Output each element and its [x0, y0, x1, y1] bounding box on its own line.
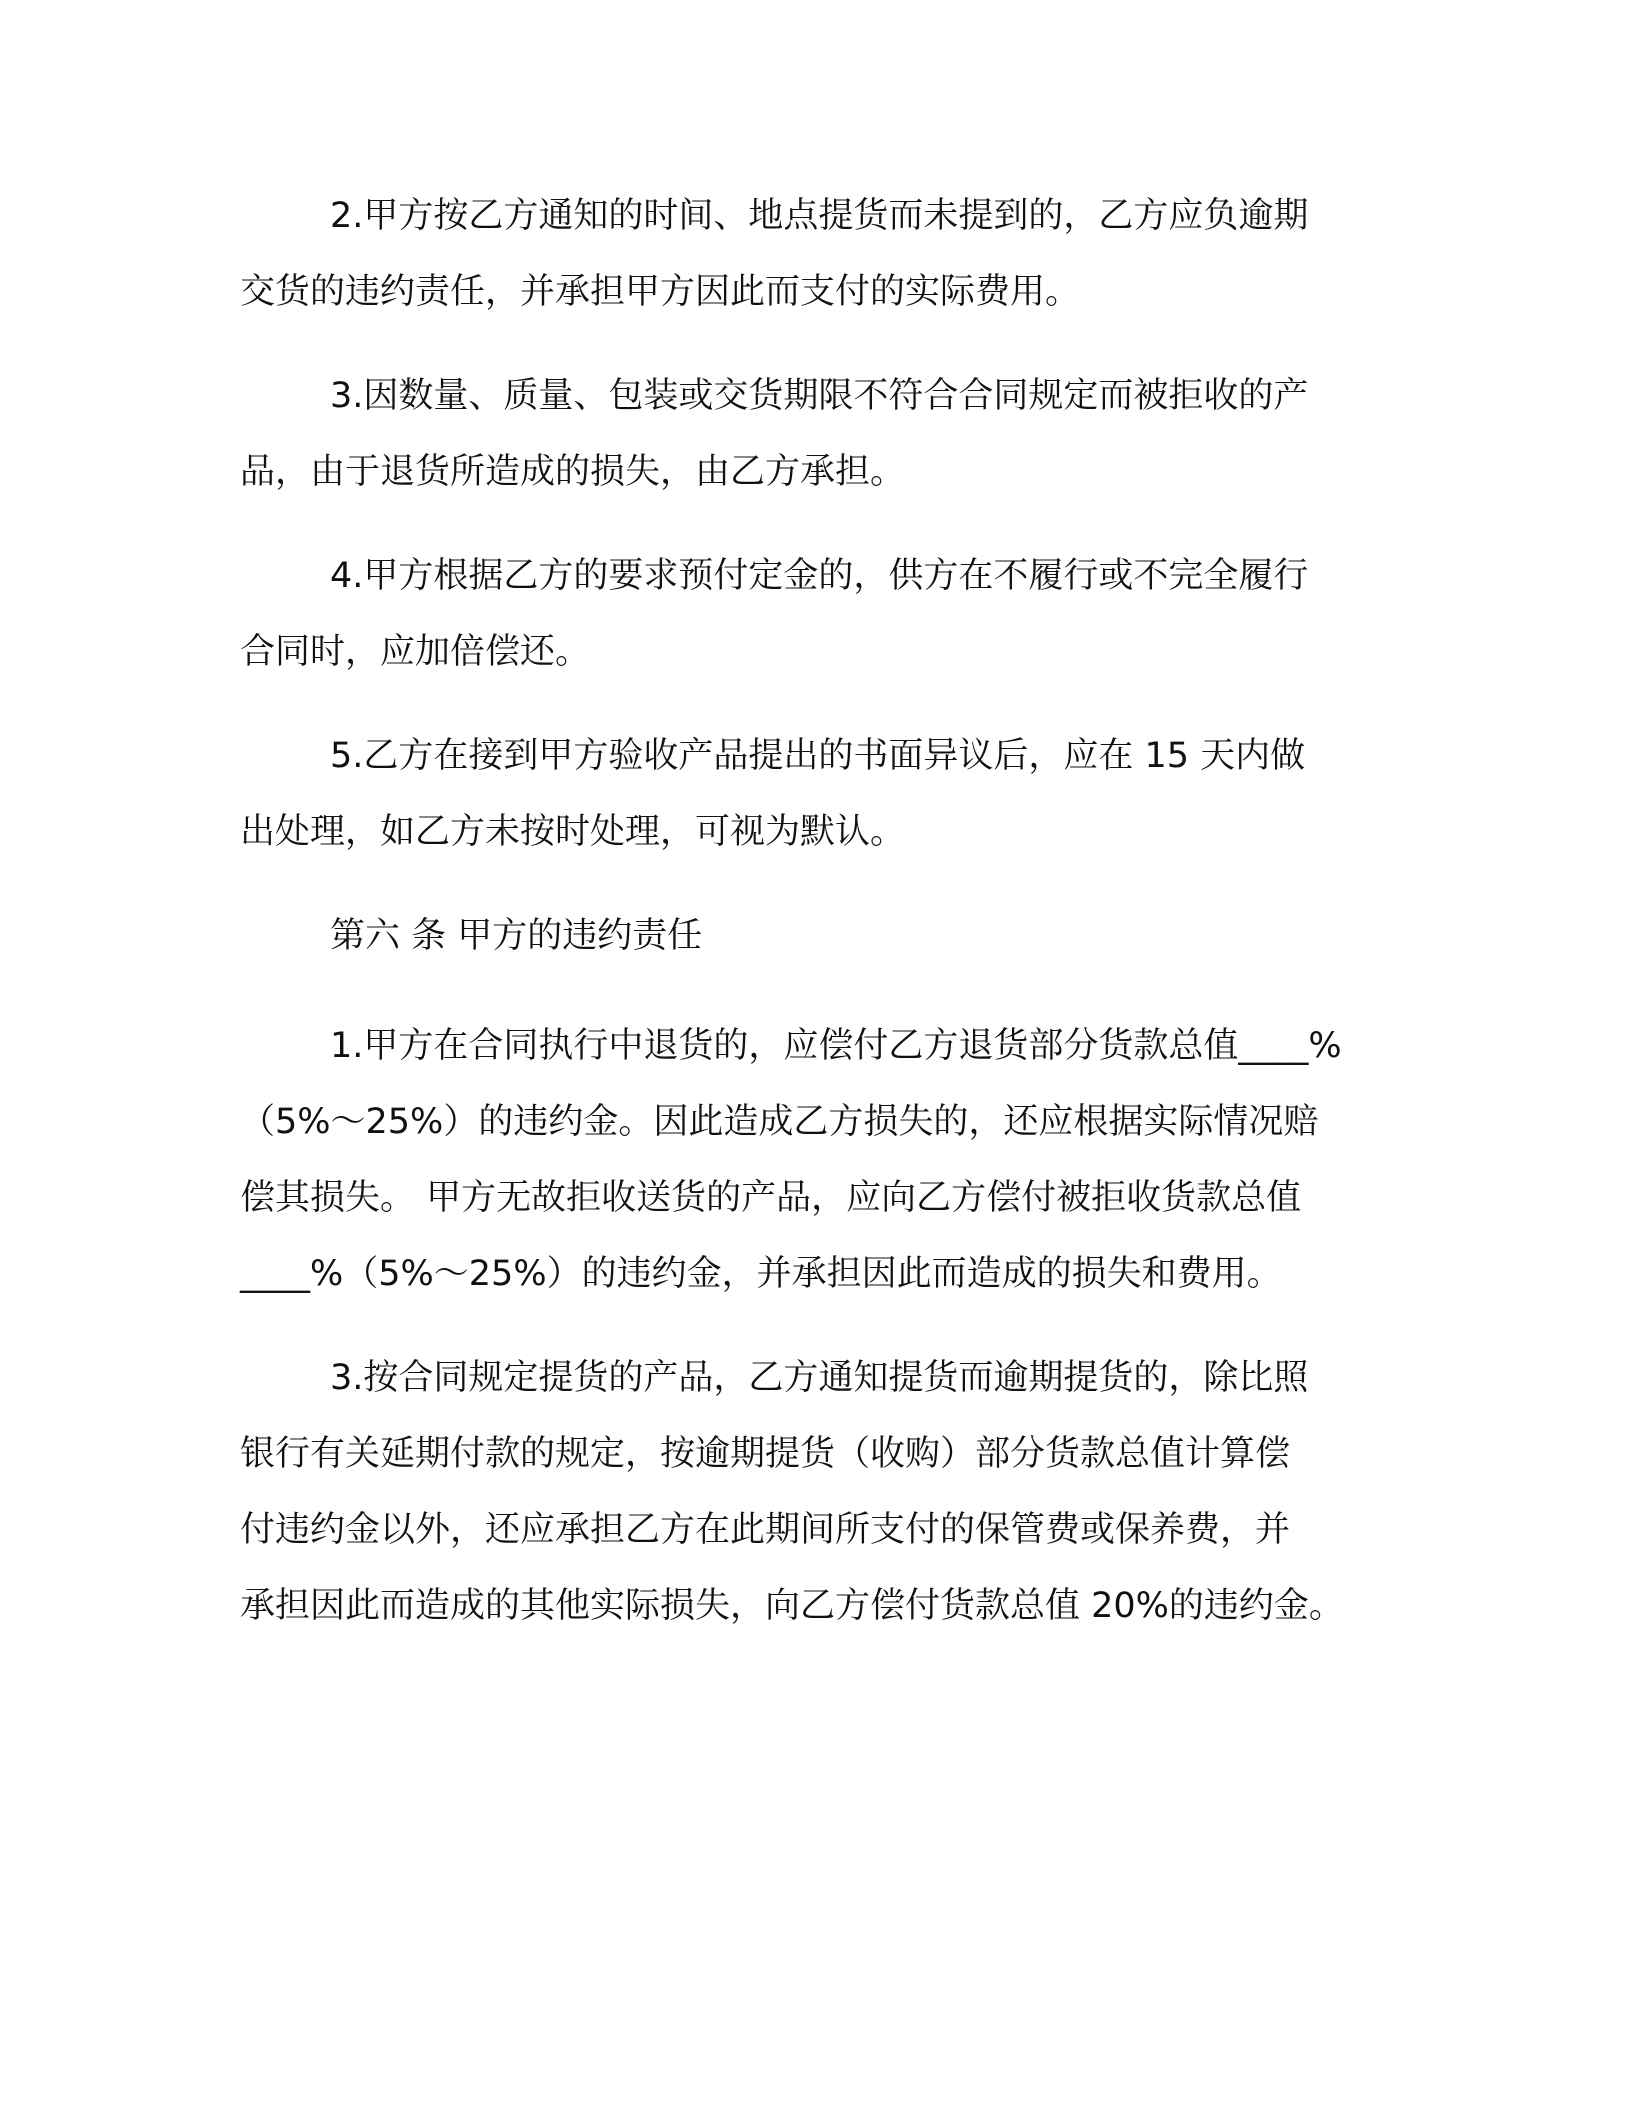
text-line: 3.按合同规定提货的产品，乙方通知提货而逾期提货的，除比照 [330, 1358, 1309, 1398]
text-line: 交货的违约责任，并承担甲方因此而支付的实际费用。 [240, 272, 1081, 312]
clause-paragraph-5 [240, 718, 1420, 870]
text-line: 1.甲方在合同执行中退货的，应偿付乙方退货部分货款总值____% [330, 1026, 1342, 1066]
text-line: 银行有关延期付款的规定，按逾期提货（收购）部分货款总值计算偿 [240, 1434, 1291, 1474]
text-line: 出处理，如乙方未按时处理，可视为默认。 [240, 812, 906, 852]
clause-paragraph-2 [240, 178, 1420, 330]
text-line: 合同时，应加倍偿还。 [240, 632, 591, 672]
article-heading: 第六 条 甲方的违约责任 [330, 916, 703, 956]
text-line: 2.甲方按乙方通知的时间、地点提货而未提到的，乙方应负逾期 [330, 196, 1309, 236]
clause-paragraph-4 [240, 538, 1420, 690]
text-line: 付违约金以外，还应承担乙方在此期间所支付的保管费或保养费，并 [240, 1510, 1291, 1550]
text-line: 品，由于退货所造成的损失，由乙方承担。 [240, 452, 906, 492]
article-paragraph-3 [240, 1340, 1420, 1644]
text-line: 3.因数量、质量、包装或交货期限不符合合同规定而被拒收的产 [330, 376, 1309, 416]
text-line: ____%（5%～25%）的违约金，并承担因此而造成的损失和费用。 [240, 1254, 1282, 1294]
clause-paragraph-3 [240, 358, 1420, 510]
text-line: 偿其损失。 甲方无故拒收送货的产品，应向乙方偿付被拒收货款总值 [240, 1178, 1302, 1218]
text-line: 4.甲方根据乙方的要求预付定金的，供方在不履行或不完全履行 [330, 556, 1309, 596]
text-line: 承担因此而造成的其他实际损失，向乙方偿付货款总值 20%的违约金。 [240, 1586, 1344, 1626]
article-paragraph-1 [240, 1008, 1420, 1312]
text-line: （5%～25%）的违约金。因此造成乙方损失的，还应根据实际情况赔 [240, 1102, 1319, 1142]
text-line: 5.乙方在接到甲方验收产品提出的书面异议后，应在 15 天内做 [330, 736, 1306, 776]
